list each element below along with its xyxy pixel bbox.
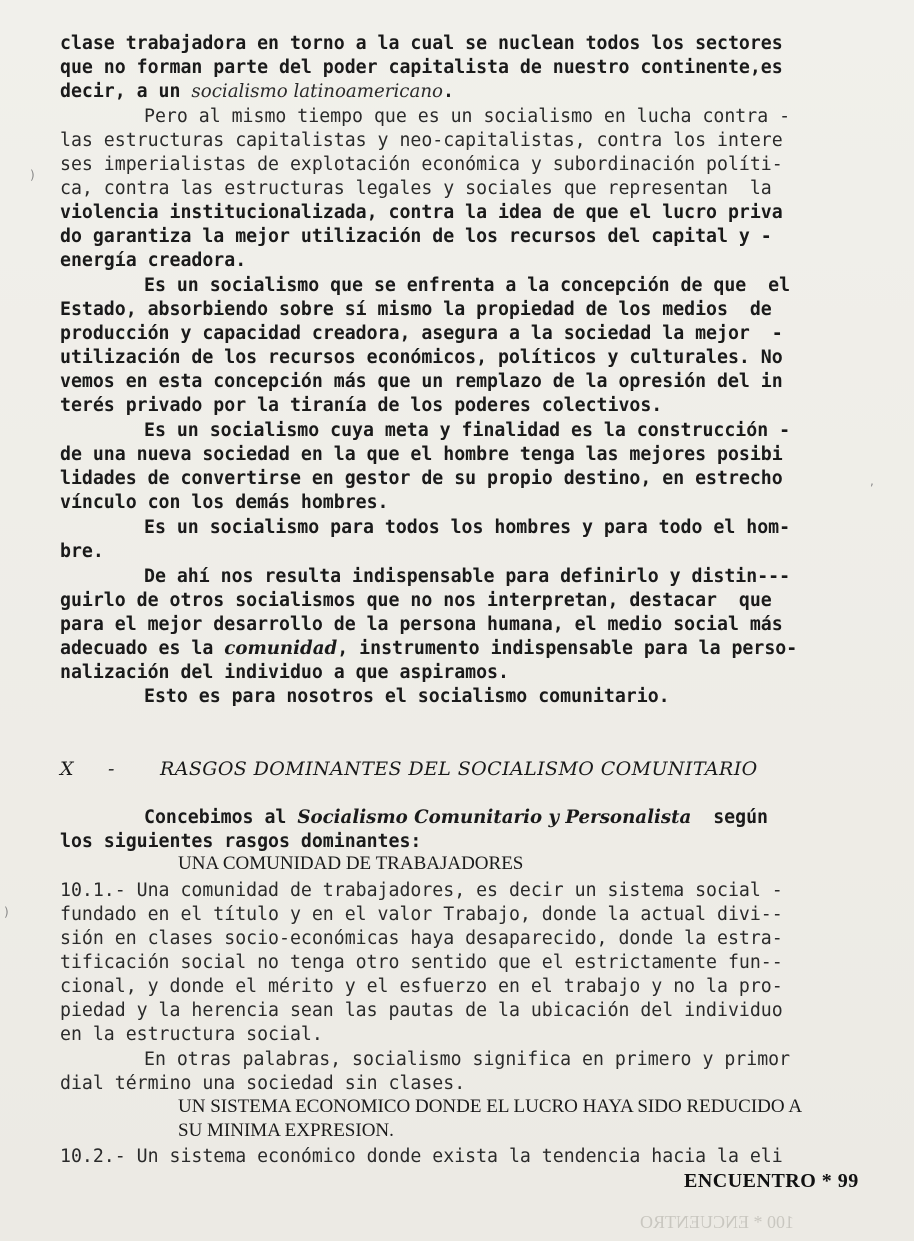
bleed-through-footer: 100 * ENCUENTRO: [640, 1212, 794, 1232]
page-footer: ENCUENTRO * 99: [684, 1170, 859, 1192]
text-line: en la estructura social.: [60, 1024, 323, 1045]
text-line: terés privado por la tiranía de los poderes colectivos.: [60, 395, 663, 416]
text-line: Estado, absorbiendo sobre sí mismo la propiedad de los medios de: [60, 299, 772, 320]
emphasis-comunidad: comunidad: [224, 638, 338, 659]
section-number: X: [60, 758, 74, 780]
emphasis-socialismo-comunitario: Socialismo Comunitario y Personalista: [297, 807, 692, 828]
text-line: vemos en esta concepción más que un remplazo de la opresión del in: [60, 371, 783, 392]
text-line: Es un socialismo para todos los hombres y para todo el hom-: [144, 517, 791, 538]
section-dash: -: [108, 758, 115, 780]
text-fragment: decir, a un: [60, 81, 192, 102]
text-line: energía creadora.: [60, 250, 247, 271]
text-line: tificación social no tenga otro sentido que el estrictamente fun--: [60, 952, 783, 973]
text-fragment: .: [443, 81, 454, 102]
section-title: RASGOS DOMINANTES DEL SOCIALISMO COMUNITARIO: [160, 758, 758, 780]
text-line: los siguientes rasgos dominantes:: [60, 831, 422, 852]
text-line: guirlo de otros socialismos que no nos interpretan, destacar que: [60, 590, 772, 611]
text-line: producción y capacidad creadora, asegura a la sociedad la mejor -: [60, 323, 783, 344]
text-line: piedad y la herencia sean las pautas de la ubicación del individuo: [60, 1000, 783, 1021]
text-fragment: Concebimos al: [144, 807, 298, 828]
text-fragment: , instrumento indispensable para la perso-: [337, 638, 798, 659]
text-line: vínculo con los demás hombres.: [60, 492, 389, 513]
text-line: violencia institucionalizada, contra la idea de que el lucro priva: [60, 202, 783, 223]
text-line: Es un socialismo que se enfrenta a la concepción de que el: [144, 275, 791, 296]
text-line: [60, 80, 454, 104]
text-line: para el mejor desarrollo de la persona humana, el medio social más: [60, 614, 783, 635]
text-line: sión en clases socio-económicas haya desaparecido, donde la estra-: [60, 928, 783, 949]
text-line: [144, 806, 768, 830]
text-line: las estructuras capitalistas y neo-capitalistas, contra los intere: [60, 130, 783, 151]
margin-mark: ,: [870, 474, 874, 488]
text-line: Pero al mismo tiempo que es un socialismo en lucha contra -: [144, 106, 791, 127]
text-line: clase trabajadora en torno a la cual se nuclean todos los sectores: [60, 33, 783, 54]
text-line: nalización del individuo a que aspiramos.: [60, 662, 509, 683]
text-fragment: adecuado es la: [60, 638, 225, 659]
text-line: utilización de los recursos económicos, políticos y culturales. No: [60, 347, 783, 368]
text-line: dial término una sociedad sin clases.: [60, 1073, 466, 1094]
text-line: [60, 637, 797, 661]
emphasis-socialismo-latinoamericano: socialismo latinoamericano: [191, 81, 443, 102]
text-fragment: según: [691, 807, 768, 828]
margin-mark: ): [4, 905, 9, 919]
text-line: bre.: [60, 541, 104, 562]
text-line: 10.2.- Un sistema económico donde exista la tendencia hacia la eli: [60, 1146, 783, 1167]
text-line: do garantiza la mejor utilización de los recursos del capital y -: [60, 226, 772, 247]
text-line: Esto es para nosotros el socialismo comunitario.: [144, 686, 670, 707]
text-line: De ahí nos resulta indispensable para definirlo y distin---: [144, 566, 791, 587]
text-line: 10.1.- Una comunidad de trabajadores, es decir un sistema social -: [60, 880, 783, 901]
text-line: ses imperialistas de explotación económica y subordinación políti-: [60, 154, 783, 175]
text-line: cional, y donde el mérito y el esfuerzo en el trabajo y no la pro-: [60, 976, 783, 997]
margin-mark: ): [30, 168, 35, 182]
text-line: En otras palabras, socialismo significa en primero y primor: [144, 1049, 791, 1070]
text-line: lidades de convertirse en gestor de su propio destino, en estrecho: [60, 468, 783, 489]
subheading: SU MINIMA EXPRESION.: [178, 1120, 394, 1141]
text-line: de una nueva sociedad en la que el hombre tenga las mejores posibi: [60, 444, 783, 465]
text-line: Es un socialismo cuya meta y finalidad es la construcción -: [144, 420, 791, 441]
subheading: UN SISTEMA ECONOMICO DONDE EL LUCRO HAYA SIDO REDUCIDO A: [178, 1096, 803, 1117]
text-line: fundado en el título y en el valor Trabajo, donde la actual divi--: [60, 904, 783, 925]
text-line: que no forman parte del poder capitalista de nuestro continente,es: [60, 57, 783, 78]
subheading: UNA COMUNIDAD DE TRABAJADORES: [178, 853, 524, 874]
text-line: ca, contra las estructuras legales y sociales que representan la: [60, 178, 772, 199]
